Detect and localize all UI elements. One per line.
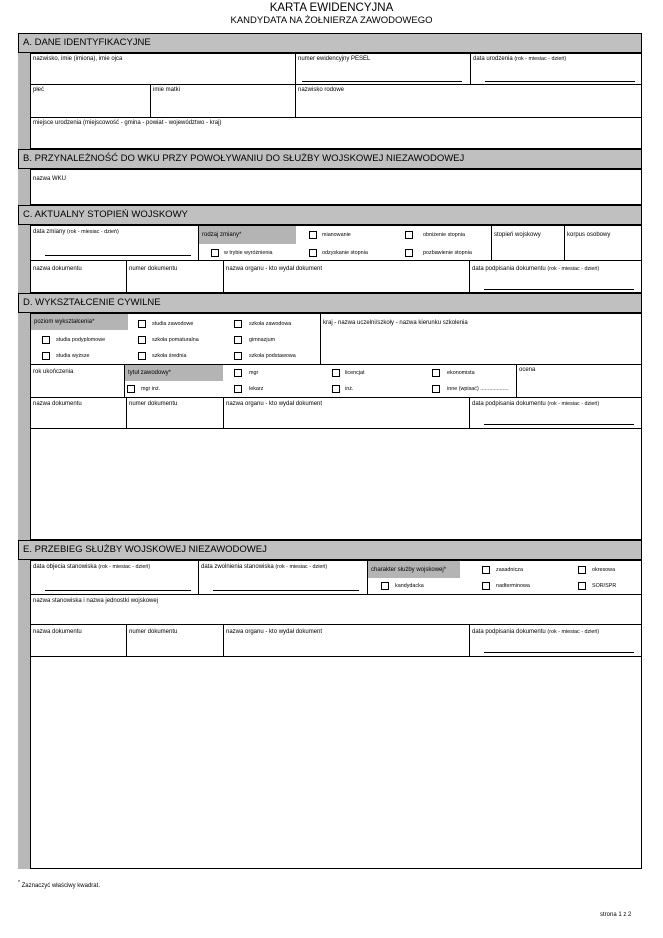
- checkbox-mgr[interactable]: [234, 369, 242, 377]
- family-name-field[interactable]: [295, 84, 642, 118]
- checkbox-nadterminowa[interactable]: [482, 582, 490, 590]
- corps-label: korpus osobowy: [567, 232, 611, 238]
- checkbox-studia-zawodowe[interactable]: [138, 320, 146, 328]
- section-d-header: D. WYKSZTAŁCENIE CYWILNE: [18, 293, 642, 313]
- checkbox-ekonomista[interactable]: [432, 369, 440, 377]
- birth-date-field[interactable]: [470, 53, 642, 85]
- page-number: strona 1 z 2: [600, 912, 632, 918]
- option-label: szkoła podstawowa: [249, 353, 296, 359]
- d-doc-name-field[interactable]: [30, 397, 127, 429]
- option-label: inne (wpisać) ...................: [447, 386, 509, 392]
- grade-label: ocena: [519, 367, 536, 373]
- option-label: zasadnicza: [496, 567, 523, 573]
- e-doc-number-field[interactable]: [126, 624, 224, 657]
- name-field[interactable]: [30, 53, 296, 85]
- professional-title-group: [124, 364, 517, 398]
- professional-title-label: tytuł zawodowy*: [128, 370, 172, 376]
- checkbox-gimnazjum[interactable]: [234, 336, 242, 344]
- corps-field[interactable]: [564, 225, 642, 261]
- checkbox-inne[interactable]: [432, 385, 440, 393]
- option-label: SOR/SPR: [592, 583, 617, 589]
- checkbox-szkola-pomaturalna[interactable]: [138, 336, 146, 344]
- checkbox-szkola-zawodowa[interactable]: [234, 320, 242, 328]
- birthplace-label: miejsce urodzenia (miejscowość - gmina - powiat - województwo - kraj): [33, 120, 222, 126]
- position-start-date-field[interactable]: [30, 560, 199, 595]
- d-sign-date-field[interactable]: [469, 397, 642, 429]
- option-label: w trybie wyróżnienia: [224, 250, 273, 256]
- d-doc-number-field[interactable]: [126, 397, 224, 429]
- education-level-label: poziom wykształcenia*: [34, 319, 95, 325]
- position-start-date-label: data objecia stanowiska (rok - miesiac - dzień): [33, 564, 151, 570]
- pesel-digit-line: [302, 76, 462, 82]
- change-type-label: rodzaj zmiany*: [202, 232, 242, 238]
- c-doc-name-label: nazwa dokumentu: [33, 266, 82, 272]
- d-doc-name-label: nazwa dokumentu: [33, 401, 82, 407]
- section-a-header: A. DANE IDENTYFIKACYJNE: [18, 33, 642, 53]
- e-doc-name-field[interactable]: [30, 624, 127, 657]
- position-end-date-line: [213, 585, 359, 591]
- c-issuer-field[interactable]: [223, 260, 470, 293]
- school-field[interactable]: [320, 313, 642, 365]
- c-sign-date-field[interactable]: [469, 260, 642, 293]
- rank-change-date-field[interactable]: [30, 225, 199, 261]
- checkbox-lekarz[interactable]: [234, 385, 242, 393]
- d-sign-date-line: [484, 419, 634, 425]
- sex-label: płeć: [33, 87, 45, 93]
- pesel-label: numer ewidencyjny PESEL: [298, 56, 371, 62]
- e-issuer-field[interactable]: [223, 624, 470, 657]
- option-label: odzyskanie stopnia: [322, 250, 368, 256]
- service-notes-area[interactable]: [30, 656, 642, 869]
- service-type-group: [367, 560, 642, 595]
- option-label: nadterminowa: [496, 583, 530, 589]
- checkbox-kandydacka[interactable]: [381, 582, 389, 590]
- change-type-group: [198, 225, 492, 261]
- pesel-field[interactable]: [295, 53, 471, 85]
- section-b-header: B. PRZYNALEŻNOŚĆ DO WKU PRZY POWOŁYWANIU DO SŁUŻBY WOJSKOWEJ NIEZAWODOWEJ: [18, 149, 642, 169]
- rank-change-date-line: [45, 250, 191, 256]
- rank-label: stopień wojskowy: [494, 232, 541, 238]
- rank-field[interactable]: [491, 225, 565, 261]
- service-type-label: charakter służby wojskowej*: [371, 567, 447, 573]
- checkbox-zasadnicza[interactable]: [482, 566, 490, 574]
- option-label: szkoła pomaturalna: [152, 337, 199, 343]
- section-e-header: E. PRZEBIEG SŁUŻBY WOJSKOWEJ NIEZAWODOWEJ: [18, 540, 642, 560]
- option-label: ekonomista: [447, 370, 475, 376]
- name-label: nazwisko, imie (imiona), imie ojca: [33, 56, 123, 62]
- c-sign-date-label: data podpisania dokumentu (rok - miesiac - dzień): [472, 266, 600, 272]
- checkbox-sor-spr[interactable]: [578, 582, 586, 590]
- checkbox-mgr-inz[interactable]: [127, 385, 135, 393]
- position-start-date-line: [45, 585, 191, 591]
- checkbox-licencjat[interactable]: [332, 369, 340, 377]
- option-label: pozbawienie stopnia: [423, 250, 472, 256]
- birth-date-label: data urodzenia (rok - miesiac - dzień): [473, 56, 567, 62]
- e-sign-date-label: data podpisania dokumentu (rok - miesiac - dzień): [472, 629, 600, 635]
- section-c-header: C. AKTUALNY STOPIEŃ WOJSKOWY: [18, 205, 642, 225]
- e-doc-name-label: nazwa dokumentu: [33, 629, 82, 635]
- option-label: szkoła średnia: [152, 353, 187, 359]
- e-sign-date-field[interactable]: [469, 624, 642, 657]
- footnote: * Zaznaczyć właściwy kwadrat.: [18, 880, 100, 889]
- mother-name-label: imie matki: [153, 87, 181, 93]
- checkbox-studia-podyplomowe[interactable]: [42, 336, 50, 344]
- position-unit-field[interactable]: [30, 594, 642, 625]
- mother-name-field[interactable]: [150, 84, 296, 118]
- option-label: okresowa: [592, 567, 616, 573]
- birthplace-field[interactable]: [30, 117, 642, 149]
- d-doc-number-label: numer dokumentu: [129, 401, 178, 407]
- option-label: mgr inż.: [141, 386, 161, 392]
- option-label: kandydacka: [395, 583, 424, 589]
- checkbox-w-trybie-wyroznienia[interactable]: [211, 249, 219, 257]
- checkbox-szkola-podstawowa[interactable]: [234, 352, 242, 360]
- checkbox-szkola-srednia[interactable]: [138, 352, 146, 360]
- e-doc-number-label: numer dokumentu: [129, 629, 178, 635]
- option-label: mgr: [249, 370, 259, 376]
- checkbox-odzyskanie[interactable]: [309, 249, 317, 257]
- option-label: inż.: [345, 386, 354, 392]
- sex-field[interactable]: [30, 84, 151, 118]
- d-issuer-field[interactable]: [223, 397, 470, 429]
- wku-label: nazwa WKU: [33, 176, 67, 182]
- position-end-date-label: data zwolnienia stanowiska (rok - miesiac - dzień): [201, 564, 328, 570]
- rank-change-date-label: data zmiany (rok - miesiac - dzień): [33, 229, 119, 235]
- checkbox-okresowa[interactable]: [578, 566, 586, 574]
- family-name-label: nazwisko rodowe: [298, 87, 345, 93]
- option-label: obniżenie stopnia: [423, 232, 465, 238]
- e-sign-date-line: [484, 647, 634, 653]
- option-label: lekarz: [249, 386, 264, 392]
- school-label: kraj - nazwa uczelni/szkoły - nazwa kierunku szkolenia: [323, 320, 468, 326]
- checkbox-studia-wyzsze[interactable]: [42, 352, 50, 360]
- option-label: studia podyplomowe: [56, 337, 106, 343]
- d-sign-date-label: data podpisania dokumentu (rok - miesiac - dzień): [472, 401, 600, 407]
- option-label: studia zawodowe: [152, 321, 194, 327]
- option-label: studia wyższe: [56, 353, 90, 359]
- graduation-year-label: rok ukończenia: [33, 369, 74, 375]
- option-label: szkoła zawodowa: [249, 321, 292, 327]
- e-issuer-label: nazwa organu - kto wydał dokument: [226, 629, 323, 635]
- birth-date-line: [485, 76, 635, 82]
- c-doc-number-field[interactable]: [126, 260, 224, 293]
- checkbox-obnizenie[interactable]: [405, 231, 413, 239]
- education-notes-area[interactable]: [30, 428, 642, 540]
- education-level-group: [30, 313, 321, 365]
- c-sign-date-line: [484, 284, 634, 290]
- d-issuer-label: nazwa organu - kto wydał dokument: [226, 401, 323, 407]
- checkbox-inz[interactable]: [332, 385, 340, 393]
- grade-field[interactable]: [516, 364, 642, 398]
- option-label: gimnazjum: [249, 337, 276, 343]
- position-end-date-field[interactable]: [198, 560, 368, 595]
- checkbox-pozbawienie[interactable]: [405, 249, 413, 257]
- wku-field[interactable]: [30, 169, 642, 205]
- option-label: mianowanie: [322, 232, 351, 238]
- form-title: KARTA EWIDENCYJNA: [269, 2, 394, 14]
- option-label: licencjat: [345, 370, 365, 376]
- checkbox-mianowanie[interactable]: [309, 231, 317, 239]
- form-subtitle: KANDYDATA NA ŻOŁNIERZA ZAWODOWEGO: [230, 15, 433, 26]
- c-issuer-label: nazwa organu - kto wydał dokument: [226, 266, 323, 272]
- graduation-year-field[interactable]: [30, 364, 125, 398]
- position-unit-label: nazwa stanowiska i nazwa jednostki wojskowej: [33, 598, 159, 604]
- c-doc-name-field[interactable]: [30, 260, 127, 293]
- c-doc-number-label: numer dokumentu: [129, 266, 178, 272]
